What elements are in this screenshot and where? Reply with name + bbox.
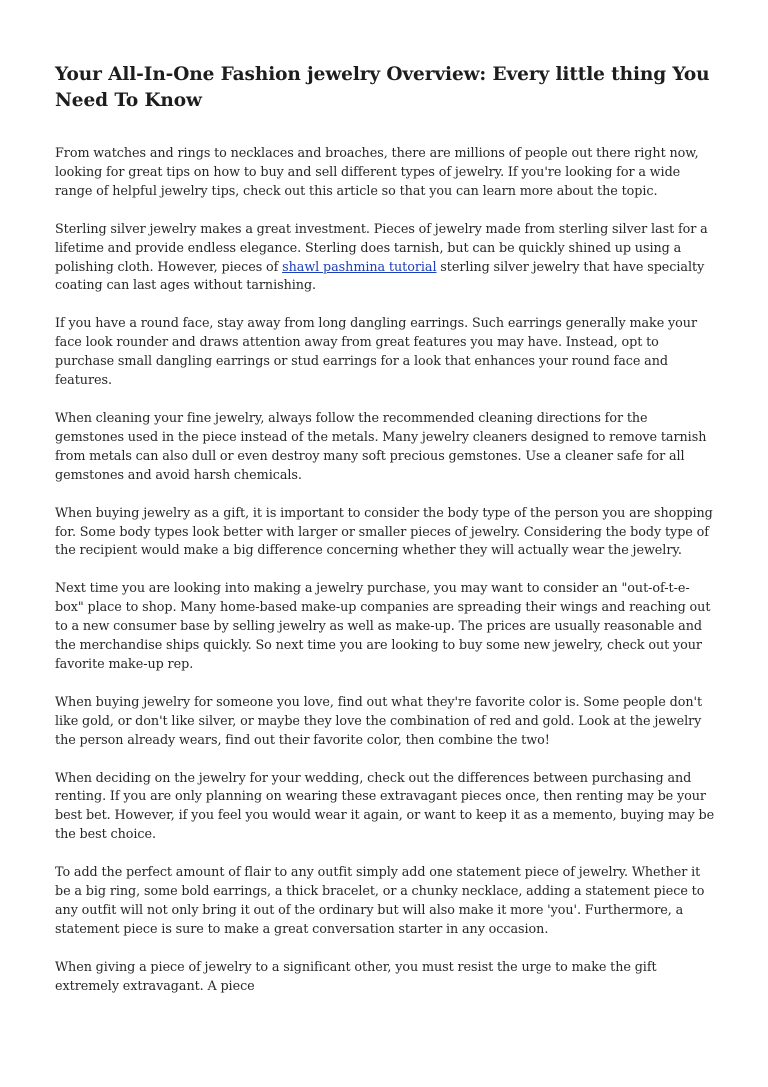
shawl-pashmina-tutorial-link[interactable]: shawl pashmina tutorial bbox=[282, 259, 437, 275]
paragraph-1: From watches and rings to necklaces and broaches, there are millions of people out there right now, looking for great tips on how to buy and sell different types of jewelry. If you're looking for a wide range of helpful jewelry tips, check out this article so that you can learn more about the topic. bbox=[55, 146, 699, 199]
document-page bbox=[55, 62, 717, 1016]
paragraph-5: When buying jewelry as a gift, it is important to consider the body type of the person you are shopping for. Some body types look better with larger or smaller pieces of jewelry. Considering the body type of the recipient would make a big difference concerning whether they will actually wear the jewelry. bbox=[55, 505, 713, 559]
paragraph-3: If you have a round face, stay away from long dangling earrings. Such earrings generally make your face look rounder and draws attention away from great features you may have. Instead, opt to purchase small dangling earrings or stud earrings for a look that enhances your round face and features. bbox=[55, 316, 698, 389]
paragraph-4: When cleaning your fine jewelry, always follow the recommended cleaning directions for the gemstones used in the piece instead of the metals. Many jewelry cleaners designed to remove tarnish from metals can also dull or even destroy many soft precious gemstones. Use a cleaner safe for all gemstones and avoid harsh chemicals. bbox=[55, 410, 707, 483]
paragraph-2 bbox=[55, 221, 717, 297]
paragraph-6: Next time you are looking into making a jewelry purchase, you may want to consider an "out-of-t-e-box" place to shop. Many home-based make-up companies are spreading their wings and reaching out to a new consumer base by selling jewelry as well as make-up. The prices are usually reasonable and the merchandise ships quickly. So next time you are looking to buy some new jewelry, check out your favorite make-up rep. bbox=[55, 581, 711, 672]
document-title: Your All-In-One Fashion jewelry Overview: Every little thing You Need To Know bbox=[55, 64, 710, 111]
paragraph-8: When deciding on the jewelry for your wedding, check out the differences between purchasing and renting. If you are only planning on wearing these extravagant pieces once, then renting may be your best bet. However, if you feel you would wear it again, or want to keep it as a memento, buying may be the best choice. bbox=[55, 770, 715, 843]
paragraph-2-before: Sterling silver jewelry makes a great investment. Pieces of jewelry made from sterling silver last for a lifetime and provide endless elegance. Sterling does tarnish, but can be quickly shined up using a polishing cloth. However, pieces of bbox=[55, 221, 708, 275]
paragraph-7: When buying jewelry for someone you love, find out what they're favorite color is. Some people don't like gold, or don't like silver, or maybe they love the combination of red and gold. Look at the jewelry the person already wears, find out their favorite color, then combine the two! bbox=[55, 694, 703, 748]
paragraph-9: To add the perfect amount of flair to any outfit simply add one statement piece of jewelry. Whether it be a big ring, some bold earrings, a thick bracelet, or a chunky necklace, adding a statement piece to any outfit will not only bring it out of the ordinary but will also make it more 'you'. Furthermore, a statement piece is sure to make a great conversation starter in any occasion. bbox=[55, 865, 705, 937]
paragraph-10: When giving a piece of jewelry to a significant other, you must resist the urge to make the gift extremely extravagant. A piece bbox=[55, 959, 657, 994]
paragraph-2-after: sterling silver jewelry that have specialty coating can last ages without tarnishing. bbox=[55, 259, 705, 294]
